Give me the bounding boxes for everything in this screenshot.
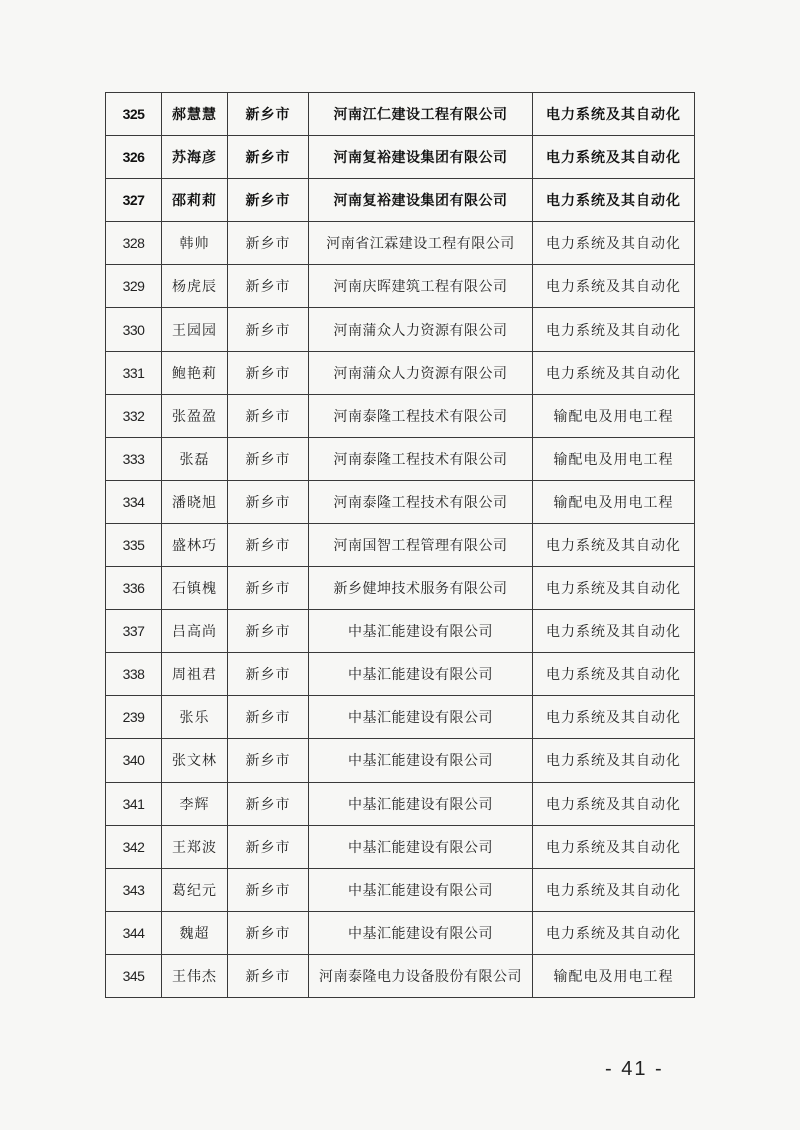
row-number-cell: 329 (106, 265, 162, 308)
table-row (106, 739, 695, 782)
person-name-cell: 郝慧慧 (162, 93, 228, 136)
row-number-cell: 341 (106, 782, 162, 825)
city-cell: 新乡市 (228, 394, 309, 437)
company-name-cell: 河南江仁建设工程有限公司 (309, 93, 533, 136)
table-row (106, 265, 695, 308)
specialty-cell: 电力系统及其自动化 (533, 222, 695, 265)
company-name-cell: 中基汇能建设有限公司 (309, 739, 533, 782)
specialty-cell: 输配电及用电工程 (533, 480, 695, 523)
row-number-cell: 239 (106, 696, 162, 739)
company-name-cell: 中基汇能建设有限公司 (309, 782, 533, 825)
row-number-cell: 331 (106, 351, 162, 394)
personnel-table (105, 92, 695, 998)
person-name-cell: 王郑波 (162, 825, 228, 868)
person-name-cell: 王伟杰 (162, 954, 228, 997)
company-name-cell: 中基汇能建设有限公司 (309, 696, 533, 739)
table-row (106, 93, 695, 136)
company-name-cell: 河南蒲众人力资源有限公司 (309, 351, 533, 394)
specialty-cell: 电力系统及其自动化 (533, 179, 695, 222)
city-cell: 新乡市 (228, 136, 309, 179)
company-name-cell: 新乡健坤技术服务有限公司 (309, 567, 533, 610)
specialty-cell: 电力系统及其自动化 (533, 351, 695, 394)
specialty-cell: 电力系统及其自动化 (533, 911, 695, 954)
company-name-cell: 河南国智工程管理有限公司 (309, 523, 533, 566)
table-row (106, 437, 695, 480)
city-cell: 新乡市 (228, 739, 309, 782)
city-cell: 新乡市 (228, 93, 309, 136)
person-name-cell: 张文林 (162, 739, 228, 782)
person-name-cell: 魏超 (162, 911, 228, 954)
row-number-cell: 330 (106, 308, 162, 351)
specialty-cell: 电力系统及其自动化 (533, 653, 695, 696)
company-name-cell: 河南复裕建设集团有限公司 (309, 136, 533, 179)
city-cell: 新乡市 (228, 868, 309, 911)
city-cell: 新乡市 (228, 480, 309, 523)
company-name-cell: 中基汇能建设有限公司 (309, 911, 533, 954)
company-name-cell: 河南复裕建设集团有限公司 (309, 179, 533, 222)
row-number-cell: 342 (106, 825, 162, 868)
city-cell: 新乡市 (228, 265, 309, 308)
person-name-cell: 鲍艳莉 (162, 351, 228, 394)
row-number-cell: 332 (106, 394, 162, 437)
person-name-cell: 周祖君 (162, 653, 228, 696)
company-name-cell: 中基汇能建设有限公司 (309, 610, 533, 653)
specialty-cell: 电力系统及其自动化 (533, 93, 695, 136)
table-row (106, 610, 695, 653)
specialty-cell: 电力系统及其自动化 (533, 868, 695, 911)
specialty-cell: 输配电及用电工程 (533, 954, 695, 997)
company-name-cell: 河南蒲众人力资源有限公司 (309, 308, 533, 351)
city-cell: 新乡市 (228, 610, 309, 653)
person-name-cell: 张乐 (162, 696, 228, 739)
specialty-cell: 电力系统及其自动化 (533, 308, 695, 351)
company-name-cell: 河南泰隆工程技术有限公司 (309, 437, 533, 480)
city-cell: 新乡市 (228, 523, 309, 566)
specialty-cell: 电力系统及其自动化 (533, 523, 695, 566)
row-number-cell: 345 (106, 954, 162, 997)
specialty-cell: 电力系统及其自动化 (533, 825, 695, 868)
table-row (106, 136, 695, 179)
specialty-cell: 输配电及用电工程 (533, 394, 695, 437)
city-cell: 新乡市 (228, 308, 309, 351)
person-name-cell: 杨虎辰 (162, 265, 228, 308)
table-row (106, 868, 695, 911)
company-name-cell: 河南省江霖建设工程有限公司 (309, 222, 533, 265)
person-name-cell: 石镇槐 (162, 567, 228, 610)
specialty-cell: 电力系统及其自动化 (533, 265, 695, 308)
person-name-cell: 邵莉莉 (162, 179, 228, 222)
city-cell: 新乡市 (228, 954, 309, 997)
person-name-cell: 葛纪元 (162, 868, 228, 911)
specialty-cell: 电力系统及其自动化 (533, 567, 695, 610)
table-row (106, 351, 695, 394)
row-number-cell: 336 (106, 567, 162, 610)
table-row (106, 825, 695, 868)
table-row (106, 911, 695, 954)
company-name-cell: 中基汇能建设有限公司 (309, 825, 533, 868)
row-number-cell: 328 (106, 222, 162, 265)
row-number-cell: 340 (106, 739, 162, 782)
table-row (106, 523, 695, 566)
person-name-cell: 张盈盈 (162, 394, 228, 437)
city-cell: 新乡市 (228, 567, 309, 610)
city-cell: 新乡市 (228, 179, 309, 222)
person-name-cell: 王园园 (162, 308, 228, 351)
city-cell: 新乡市 (228, 696, 309, 739)
city-cell: 新乡市 (228, 653, 309, 696)
company-name-cell: 河南泰隆工程技术有限公司 (309, 480, 533, 523)
specialty-cell: 输配电及用电工程 (533, 437, 695, 480)
table-row (106, 222, 695, 265)
table-row (106, 394, 695, 437)
person-name-cell: 吕高尚 (162, 610, 228, 653)
company-name-cell: 中基汇能建设有限公司 (309, 653, 533, 696)
person-name-cell: 苏海彦 (162, 136, 228, 179)
person-name-cell: 潘晓旭 (162, 480, 228, 523)
table-row (106, 954, 695, 997)
row-number-cell: 338 (106, 653, 162, 696)
page-number: - 41 - (605, 1058, 664, 1080)
row-number-cell: 337 (106, 610, 162, 653)
row-number-cell: 326 (106, 136, 162, 179)
city-cell: 新乡市 (228, 351, 309, 394)
table-row (106, 782, 695, 825)
row-number-cell: 343 (106, 868, 162, 911)
company-name-cell: 中基汇能建设有限公司 (309, 868, 533, 911)
city-cell: 新乡市 (228, 437, 309, 480)
table-row (106, 179, 695, 222)
table-row (106, 653, 695, 696)
row-number-cell: 325 (106, 93, 162, 136)
person-name-cell: 盛林巧 (162, 523, 228, 566)
specialty-cell: 电力系统及其自动化 (533, 782, 695, 825)
specialty-cell: 电力系统及其自动化 (533, 696, 695, 739)
specialty-cell: 电力系统及其自动化 (533, 610, 695, 653)
person-name-cell: 韩帅 (162, 222, 228, 265)
table-row (106, 480, 695, 523)
city-cell: 新乡市 (228, 782, 309, 825)
city-cell: 新乡市 (228, 825, 309, 868)
company-name-cell: 河南泰隆电力设备股份有限公司 (309, 954, 533, 997)
row-number-cell: 335 (106, 523, 162, 566)
city-cell: 新乡市 (228, 222, 309, 265)
table-row (106, 696, 695, 739)
specialty-cell: 电力系统及其自动化 (533, 136, 695, 179)
table-row (106, 308, 695, 351)
row-number-cell: 344 (106, 911, 162, 954)
company-name-cell: 河南泰隆工程技术有限公司 (309, 394, 533, 437)
row-number-cell: 327 (106, 179, 162, 222)
company-name-cell: 河南庆晖建筑工程有限公司 (309, 265, 533, 308)
row-number-cell: 334 (106, 480, 162, 523)
city-cell: 新乡市 (228, 911, 309, 954)
table-row (106, 567, 695, 610)
person-name-cell: 李辉 (162, 782, 228, 825)
row-number-cell: 333 (106, 437, 162, 480)
person-name-cell: 张磊 (162, 437, 228, 480)
specialty-cell: 电力系统及其自动化 (533, 739, 695, 782)
